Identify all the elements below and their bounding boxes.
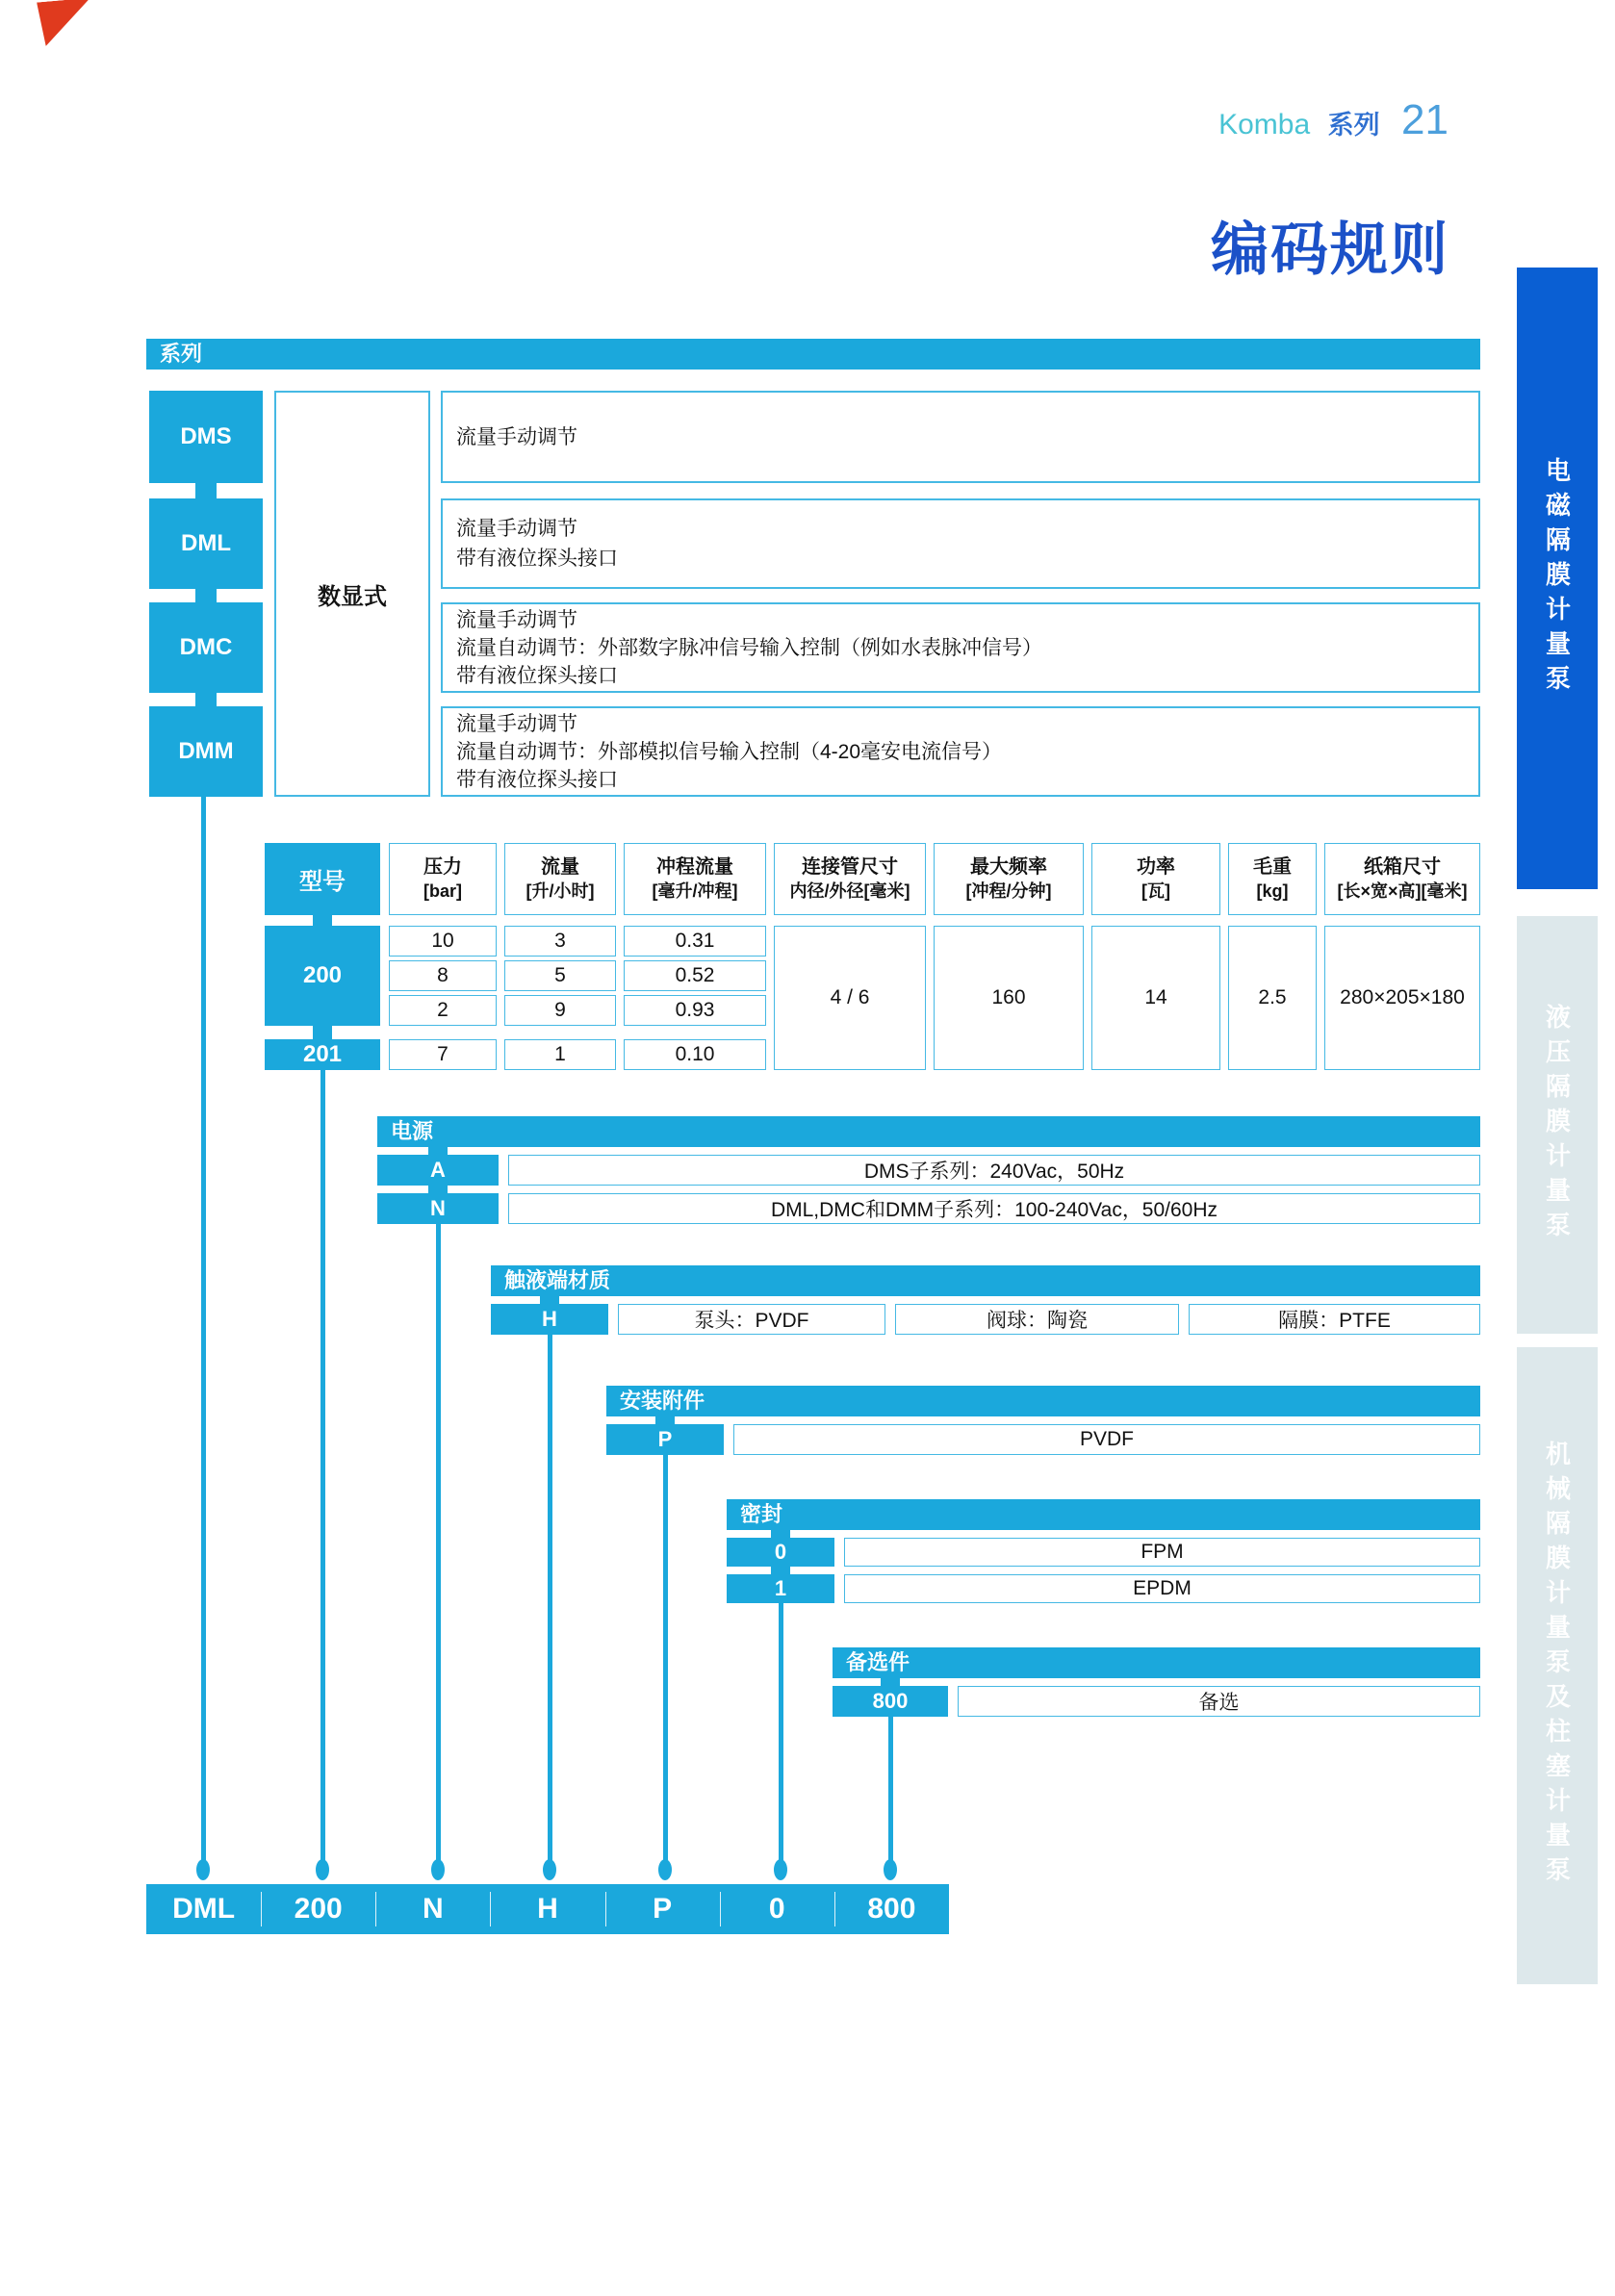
series-code-dml: DML (149, 498, 263, 589)
model-code-segment: H (490, 1884, 604, 1934)
header-line: 功率 (1137, 855, 1175, 878)
spec-header-carton (1324, 843, 1480, 915)
connector-line (320, 1070, 325, 1865)
sidebar-tab-solenoid-diaphragm-pump[interactable]: 电磁隔膜计量泵 (1517, 268, 1598, 889)
cell-pressure: 2 (389, 995, 497, 1026)
seal-desc-fpm: FPM (844, 1538, 1480, 1567)
spec-header-weight (1228, 843, 1317, 915)
desc-line: 带有液位探头接口 (456, 768, 618, 791)
cell-stroke: 0.10 (624, 1039, 766, 1070)
option-desc: 备选 (958, 1686, 1480, 1717)
material-cell-valve-ball: 阀球：陶瓷 (895, 1304, 1179, 1335)
connector-dot (884, 1859, 897, 1880)
display-type-box: 数显式 (274, 391, 430, 797)
mount-code-p: P (606, 1424, 724, 1455)
material-cell-pump-head: 泵头：PVDF (618, 1304, 885, 1335)
series-code-dmm: DMM (149, 706, 263, 797)
desc-line: 流量手动调节 (456, 608, 577, 631)
series-desc-dms (441, 391, 1480, 483)
spec-header-pressure (389, 843, 497, 915)
page-header (1059, 96, 1448, 144)
spec-model-header: 型号 (265, 843, 380, 915)
mount-section-bar: 安装附件 (606, 1386, 1480, 1416)
connector-line (663, 1455, 668, 1865)
connector-notch (881, 1678, 900, 1686)
spec-header-power (1091, 843, 1220, 915)
connector-notch (195, 483, 217, 498)
header-unit: [bar] (423, 880, 462, 901)
cell-flow: 5 (504, 960, 616, 991)
power-desc-n: DML,DMC和DMM子系列：100-240Vac，50/60Hz (508, 1193, 1480, 1224)
page-title: 编码规则 (1211, 217, 1449, 282)
spec-header-pipe (774, 843, 926, 915)
cell-carton-size: 280×205×180 (1324, 926, 1480, 1070)
power-desc-a: DMS子系列：240Vac，50Hz (508, 1155, 1480, 1186)
model-code-segment: 800 (834, 1884, 949, 1934)
header-line: 流量 (541, 855, 579, 878)
series-desc-dml (441, 498, 1480, 589)
connector-dot (316, 1859, 329, 1880)
desc-line: 带有液位探头接口 (456, 548, 618, 570)
brand-name: Komba (1218, 109, 1311, 140)
desc-line: 流量手动调节 (456, 425, 577, 448)
power-code-a: A (377, 1155, 499, 1186)
corner-ribbon (37, 0, 94, 46)
series-code-dmc: DMC (149, 602, 263, 693)
connector-line (201, 797, 206, 1865)
model-code-segment: DML (172, 1893, 236, 1925)
series-desc-dmc (441, 602, 1480, 693)
cell-flow: 1 (504, 1039, 616, 1070)
model-code-segment: P (605, 1884, 720, 1934)
option-code-800: 800 (833, 1686, 948, 1717)
sidebar-tab-hydraulic-diaphragm-pump[interactable]: 液压隔膜计量泵 (1517, 916, 1598, 1334)
cell-stroke: 0.52 (624, 960, 766, 991)
connector-notch (313, 1026, 332, 1039)
connector-line (548, 1335, 552, 1865)
desc-line: 流量自动调节：外部模拟信号输入控制（4-20毫安电流信号） (456, 740, 1003, 763)
connector-dot (658, 1859, 672, 1880)
desc-line: 带有液位探头接口 (456, 664, 618, 687)
cell-pressure: 7 (389, 1039, 497, 1070)
connector-dot (431, 1859, 445, 1880)
cell-power: 14 (1091, 926, 1220, 1070)
desc-line: 流量自动调节：外部数字脉冲信号输入控制（例如水表脉冲信号） (456, 636, 1042, 659)
connector-dot (543, 1859, 556, 1880)
connector-dot (196, 1859, 210, 1880)
header-unit: [冲程/分钟] (965, 880, 1052, 901)
header-line: 连接管尺寸 (802, 855, 898, 878)
connector-dot (774, 1859, 787, 1880)
spec-model-201: 201 (265, 1039, 380, 1070)
power-code-n: N (377, 1193, 499, 1224)
cell-flow: 3 (504, 926, 616, 957)
model-code-segment: 200 (261, 1884, 375, 1934)
connector-line (779, 1603, 783, 1865)
model-code-segment: N (375, 1884, 490, 1934)
connector-line (888, 1717, 893, 1865)
cell-stroke: 0.31 (624, 926, 766, 957)
spec-header-frequency (934, 843, 1084, 915)
seal-section-bar: 密封 (727, 1499, 1480, 1530)
header-line: 纸箱尺寸 (1364, 855, 1441, 878)
header-line: 压力 (423, 855, 462, 878)
connector-notch (771, 1567, 790, 1574)
material-section-bar: 触液端材质 (491, 1265, 1480, 1296)
cell-gross-weight: 2.5 (1228, 926, 1317, 1070)
connector-notch (195, 589, 217, 602)
header-line: 最大频率 (970, 855, 1047, 878)
power-section-bar: 电源 (377, 1116, 1480, 1147)
option-section-bar: 备选件 (833, 1647, 1480, 1678)
header-unit: [毫升/冲程] (652, 880, 738, 901)
page-number: 21 (1401, 96, 1448, 143)
connector-line (436, 1224, 441, 1865)
cell-stroke: 0.93 (624, 995, 766, 1026)
spec-model-200: 200 (265, 926, 380, 1026)
mount-desc: PVDF (733, 1424, 1480, 1455)
series-section-bar: 系列 (146, 339, 1480, 370)
spec-header-flow (504, 843, 616, 915)
cell-pipe-size: 4 / 6 (774, 926, 926, 1070)
desc-line: 流量手动调节 (456, 712, 577, 735)
seal-code-1: 1 (727, 1574, 834, 1603)
model-code-segment: 0 (720, 1884, 834, 1934)
series-desc-dmm (441, 706, 1480, 797)
header-unit: [瓦] (1141, 880, 1170, 901)
cell-flow: 9 (504, 995, 616, 1026)
spec-header-stroke (624, 843, 766, 915)
header-unit: [kg] (1256, 880, 1289, 901)
seal-desc-epdm: EPDM (844, 1574, 1480, 1603)
cell-pressure: 10 (389, 926, 497, 957)
connector-notch (195, 693, 217, 706)
series-code-dms: DMS (149, 391, 263, 483)
cell-pressure: 8 (389, 960, 497, 991)
header-unit: [升/小时] (526, 880, 595, 901)
material-code-h: H (491, 1304, 608, 1335)
connector-notch (313, 915, 332, 926)
header-line: 毛重 (1253, 855, 1292, 878)
connector-notch (540, 1296, 559, 1304)
brand-series-label: 系列 (1327, 111, 1380, 140)
header-line: 冲程流量 (656, 855, 733, 878)
connector-notch (428, 1186, 448, 1193)
header-unit: [长×宽×高][毫米] (1337, 880, 1468, 901)
connector-notch (771, 1530, 790, 1538)
cell-max-frequency: 160 (934, 926, 1084, 1070)
model-code-bar (146, 1884, 949, 1934)
connector-notch (428, 1147, 448, 1155)
material-cell-diaphragm: 隔膜：PTFE (1189, 1304, 1480, 1335)
connector-notch (655, 1416, 675, 1424)
desc-line: 流量手动调节 (456, 518, 577, 540)
sidebar-tab-mechanical-diaphragm-plunger-pump[interactable]: 机械隔膜计量泵及柱塞计量泵 (1517, 1347, 1598, 1984)
header-unit: 内径/外径[毫米] (789, 880, 910, 901)
seal-code-0: 0 (727, 1538, 834, 1567)
